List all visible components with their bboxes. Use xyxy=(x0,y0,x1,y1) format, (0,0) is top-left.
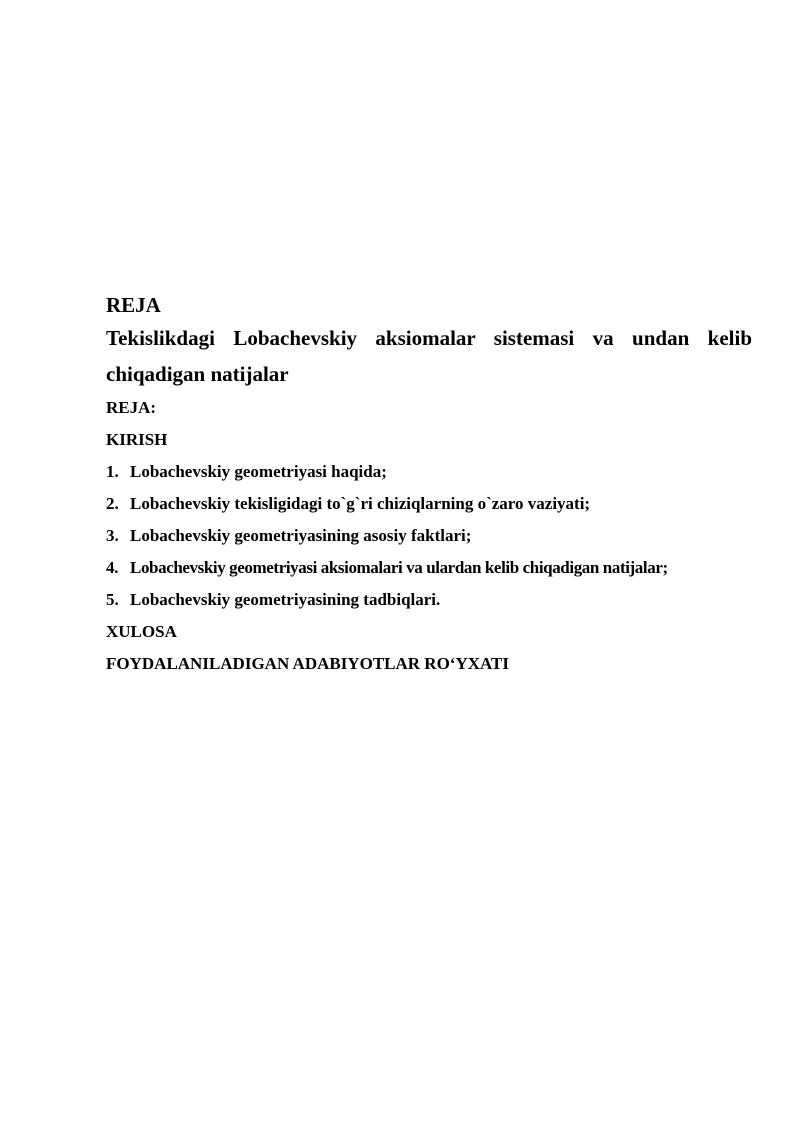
document-title: Tekislikdagi Lobachevskiy aksiomalar sistemasi va undan kelib chiqadigan natijalar xyxy=(106,326,752,386)
list-item xyxy=(106,584,752,616)
plan-label: REJA: xyxy=(106,398,157,417)
list-item-number: 2. xyxy=(106,494,119,513)
list-item-number: 4. xyxy=(106,558,118,577)
document-heading: REJA xyxy=(106,293,161,317)
references-section: FOYDALANILADIGAN ADABIYOTLAR RO‘YXATI xyxy=(106,654,509,673)
plan-list xyxy=(106,456,752,616)
list-item-text: Lobachevskiy geometriyasi haqida; xyxy=(130,462,387,481)
list-item-text: Lobachevskiy tekisligidagi to`g`ri chiziqlarning o`zaro vaziyati; xyxy=(130,494,591,513)
list-item-text: Lobachevskiy geometriyasi aksiomalari va ulardan kelib chiqadigan natijalar; xyxy=(130,558,668,577)
list-item xyxy=(106,520,752,552)
conclusion-section: XULOSA xyxy=(106,622,177,641)
list-item-number: 3. xyxy=(106,526,119,545)
document-content xyxy=(106,290,752,680)
list-item xyxy=(106,552,752,584)
list-item-number: 1. xyxy=(106,462,119,481)
list-item xyxy=(106,456,752,488)
intro-section: KIRISH xyxy=(106,430,168,449)
list-item-text: Lobachevskiy geometriyasining tadbiqlari. xyxy=(130,590,441,609)
list-item-text: Lobachevskiy geometriyasining asosiy faktlari; xyxy=(130,526,472,545)
list-item-number: 5. xyxy=(106,590,119,609)
list-item xyxy=(106,488,752,520)
